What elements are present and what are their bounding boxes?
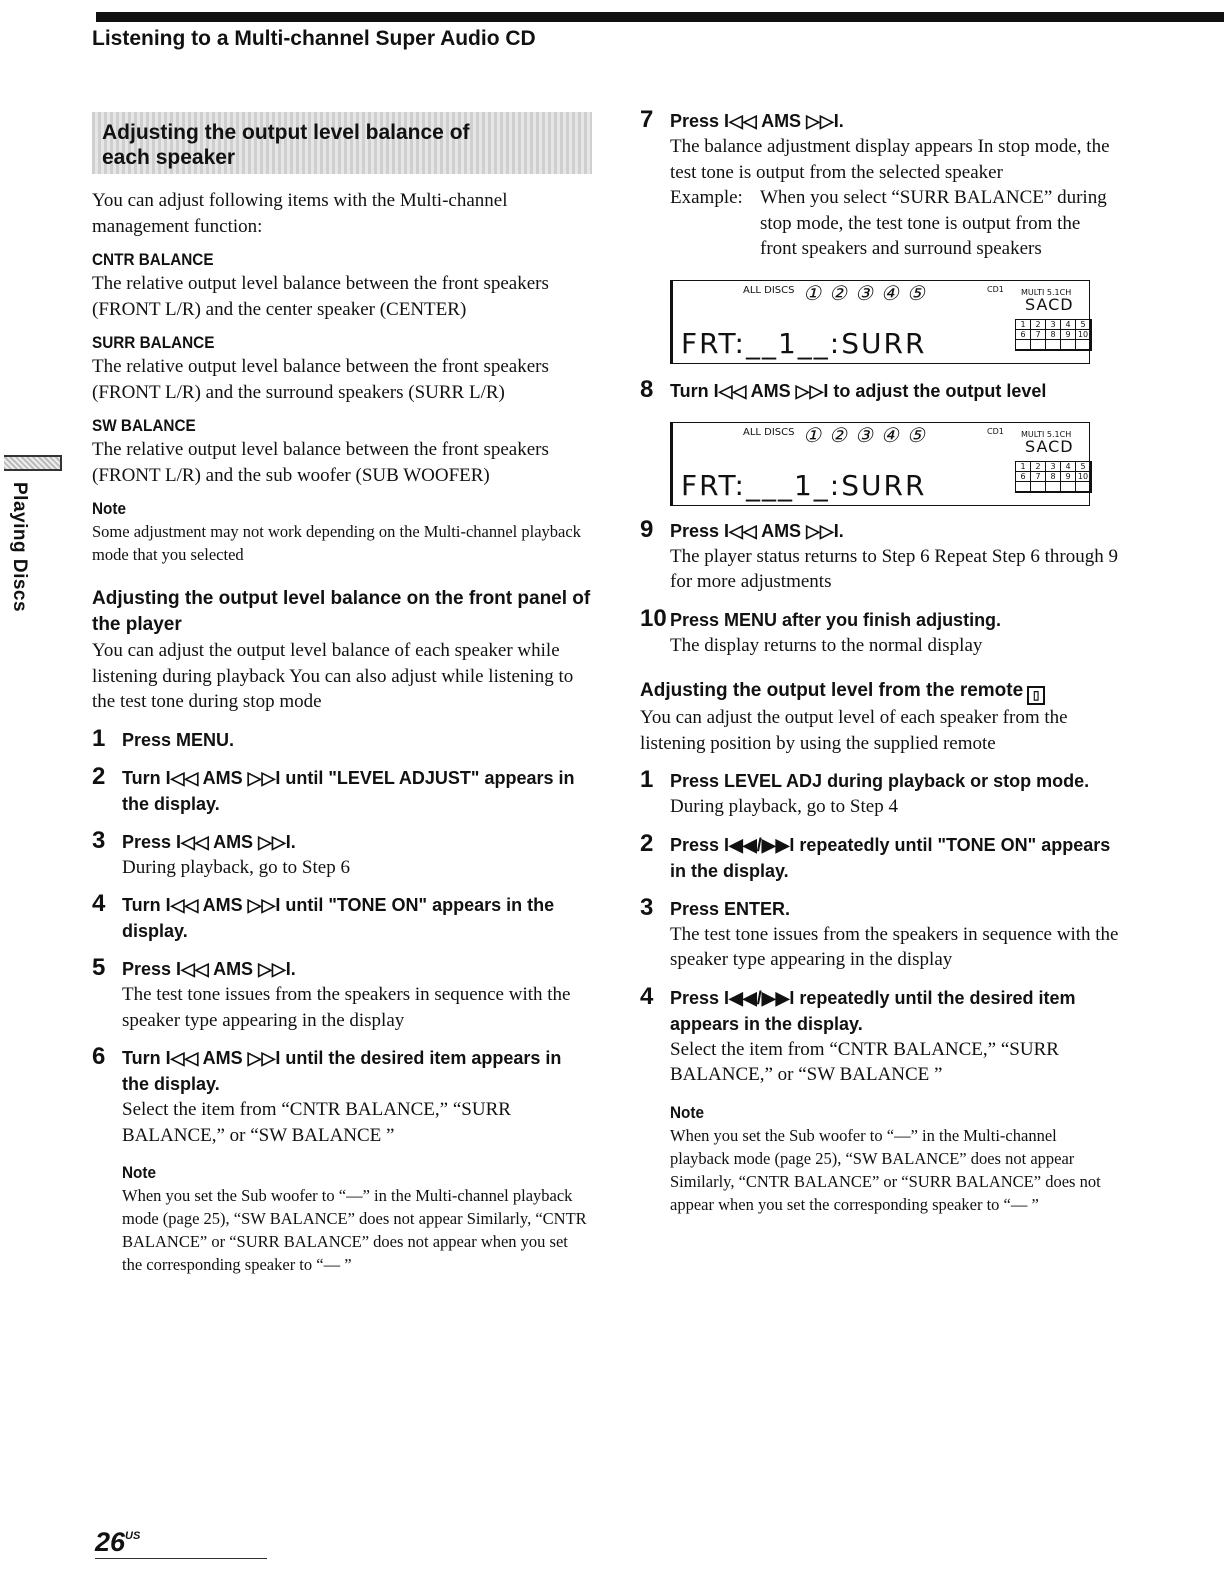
step-body: Select the item from “CNTR BALANCE,” “SURR BALANCE,” or “SW BALANCE ” <box>122 1099 511 1146</box>
lcd-all-discs: ALL DISCS <box>743 284 795 296</box>
step-item <box>92 956 592 1033</box>
note-label: Note <box>122 1163 157 1182</box>
lcd-grid-cell: 7 <box>1031 330 1046 340</box>
left-column <box>92 112 592 1276</box>
note-label: Note <box>92 499 127 518</box>
step-item <box>640 515 1120 595</box>
lcd-sacd: SACD <box>1025 436 1074 456</box>
step-item <box>640 108 1120 364</box>
lcd-grid-cell: 8 <box>1046 472 1061 482</box>
desc-sw-balance: The relative output level balance between the front speakers (FRONT L/R) and the sub woofer (SUB WOOFER) <box>92 439 549 486</box>
step-instruction: Press I◁◁ AMS ▷▷I. <box>122 959 296 979</box>
desc-surr-balance: The relative output level balance between the front speakers (FRONT L/R) and the surround speakers (SURR L/R) <box>92 356 549 403</box>
step-item <box>92 762 592 817</box>
remote-heading <box>640 678 1120 705</box>
page-header: Listening to a Multi-channel Super Audio CD <box>92 27 536 50</box>
step-instruction: Press ENTER. <box>670 898 791 919</box>
step-number: 10 <box>640 604 667 632</box>
lcd-grid-cell <box>1046 340 1061 350</box>
lcd-main-text: FRT:__1__:SURR <box>681 326 927 360</box>
lcd-multi: MULTI 5.1CH <box>1021 429 1072 439</box>
step-item <box>640 604 1120 659</box>
lcd-grid-cell: 1 <box>1016 320 1031 330</box>
lcd-grid-cell <box>1061 340 1076 350</box>
step-item <box>640 829 1120 884</box>
step-body: The test tone issues from the speakers in sequence with the speaker type appearing in the display <box>670 923 1119 970</box>
step-instruction: Turn I◁◁ AMS ▷▷I to adjust the output level <box>670 380 1047 401</box>
example-text: When you select “SURR BALANCE” during stop mode, the test tone is output from the front speakers and surround speakers <box>760 187 1107 259</box>
step-instruction: Press MENU. <box>122 729 235 750</box>
desc-cntr-balance: The relative output level balance between the front speakers (FRONT L/R) and the center speaker (CENTER) <box>92 273 549 320</box>
lcd-grid-cell <box>1076 482 1091 492</box>
lcd-grid-cell <box>1031 482 1046 492</box>
footer-rule <box>95 1558 267 1559</box>
lcd-grid-cell: 3 <box>1046 462 1061 472</box>
step-instruction: Press I◀◀/▶▶I repeatedly until "TONE ON" appears in the display. <box>670 834 1111 881</box>
side-tab-marker <box>4 455 62 471</box>
step-number: 8 <box>640 375 654 403</box>
step-instruction: Press I◁◁ AMS ▷▷I. <box>670 520 844 541</box>
note-text: Some adjustment may not work depending on the Multi-channel playback mode that you selected <box>92 522 581 564</box>
step-body: During playback, go to Step 6 <box>122 856 350 878</box>
lcd-grid-cell: 7 <box>1031 472 1046 482</box>
step-instruction: Turn I◁◁ AMS ▷▷I until "LEVEL ADJUST" appears in the display. <box>122 767 575 814</box>
step-number: 1 <box>92 724 106 752</box>
step-number: 7 <box>640 106 654 133</box>
remote-icon: ▯ <box>1027 686 1045 705</box>
lcd-grid-cell: 2 <box>1031 462 1046 472</box>
front-panel-intro: You can adjust the output level balance of each speaker while listening during playback You can also adjust while listening to the test tone during stop mode <box>92 640 574 712</box>
step-number: 3 <box>92 826 106 854</box>
right-column <box>640 108 1120 1216</box>
lcd-cd1: CD1 <box>987 284 1004 294</box>
lcd-disc-numbers: ①②③④⑤ <box>803 280 933 305</box>
step-number: 5 <box>92 954 106 981</box>
lcd-grid-cell: 9 <box>1061 330 1076 340</box>
lcd-grid-cell: 1 <box>1016 462 1031 472</box>
term-cntr-balance: CNTR BALANCE <box>92 250 214 269</box>
note-text: When you set the Sub woofer to “—” in the Multi-channel playback mode (page 25), “SW BALANCE” does not appear Similarly, “CNTR BALANCE” or “SURR BALANCE” does not appear when you set the corresponding speaker to “— ” <box>122 1186 587 1274</box>
page-number-suffix: US <box>125 1530 141 1542</box>
lcd-grid-cell: 3 <box>1046 320 1061 330</box>
step-number: 9 <box>640 515 654 543</box>
step-number: 1 <box>640 766 654 793</box>
step-body: The balance adjustment display appears In stop mode, the test tone is output from the selected speaker <box>670 136 1110 183</box>
lcd-grid-cell <box>1046 482 1061 492</box>
lcd-display <box>670 280 1090 364</box>
step-instruction: Press I◀◀/▶▶I repeatedly until the desired item appears in the display. <box>670 987 1076 1034</box>
section-title: Adjusting the output level balance of each speaker <box>92 112 592 174</box>
lcd-grid-cell: 5 <box>1076 462 1091 472</box>
step-number: 4 <box>640 982 654 1010</box>
step-item <box>92 1045 592 1276</box>
step-item <box>92 892 592 944</box>
page-number-value: 26 <box>95 1527 126 1557</box>
lcd-grid-cell: 6 <box>1016 330 1031 340</box>
note-text: When you set the Sub woofer to “—” in the Multi-channel playback mode (page 25), “SW BALANCE” does not appear Similarly, “CNTR BALANCE” or “SURR BALANCE” does not appear when you set the corresponding speaker to “— ” <box>670 1125 1101 1214</box>
step-body: The player status returns to Step 6 Repeat Step 6 through 9 for more adjustments <box>670 545 1118 592</box>
step-item <box>640 375 1120 506</box>
section-intro: You can adjust following items with the Multi-channel management function: <box>92 190 508 237</box>
step-item <box>640 768 1120 820</box>
step-item <box>640 893 1120 973</box>
step-instruction: Press I◁◁ AMS ▷▷I. <box>670 111 844 131</box>
step-number: 3 <box>640 893 654 921</box>
note-label: Note <box>670 1102 705 1122</box>
lcd-grid-cell <box>1061 482 1076 492</box>
step-item <box>92 724 592 753</box>
step-instruction: Press LEVEL ADJ during playback or stop mode. <box>670 771 1090 791</box>
lcd-track-grid <box>1015 319 1092 351</box>
lcd-grid-cell: 9 <box>1061 472 1076 482</box>
example <box>670 185 1120 262</box>
lcd-grid-cell: 4 <box>1061 462 1076 472</box>
step-item <box>92 826 592 881</box>
step-number: 2 <box>640 829 654 857</box>
lcd-grid-cell <box>1076 340 1091 350</box>
lcd-grid-cell: 6 <box>1016 472 1031 482</box>
step-instruction: Press MENU after you finish adjusting. <box>670 609 1002 630</box>
step-number: 2 <box>92 762 106 790</box>
step-instruction: Turn I◁◁ AMS ▷▷I until "TONE ON" appears in the display. <box>122 895 555 941</box>
step-instruction: Turn I◁◁ AMS ▷▷I until the desired item appears in the display. <box>122 1048 562 1094</box>
front-panel-heading: Adjusting the output level balance on the front panel of the player <box>92 588 591 635</box>
side-tab-label: Playing Discs <box>9 482 30 613</box>
lcd-all-discs: ALL DISCS <box>743 426 795 438</box>
page-number <box>95 1527 140 1558</box>
term-sw-balance: SW BALANCE <box>92 416 196 435</box>
lcd-main-text: FRT:___1_:SURR <box>681 468 927 502</box>
step-body: The test tone issues from the speakers in sequence with the speaker type appearing in the display <box>122 984 571 1031</box>
lcd-grid-cell: 5 <box>1076 320 1091 330</box>
lcd-grid-cell: 10 <box>1076 472 1091 482</box>
lcd-grid-cell: 8 <box>1046 330 1061 340</box>
lcd-multi: MULTI 5.1CH <box>1021 287 1072 297</box>
lcd-grid-cell <box>1016 482 1031 492</box>
lcd-grid-cell: 10 <box>1076 330 1091 340</box>
lcd-grid-cell: 2 <box>1031 320 1046 330</box>
lcd-grid-cell <box>1031 340 1046 350</box>
step-body: Select the item from “CNTR BALANCE,” “SURR BALANCE,” or “SW BALANCE ” <box>670 1038 1059 1085</box>
lcd-cd1: CD1 <box>987 426 1004 436</box>
lcd-disc-numbers: ①②③④⑤ <box>803 422 933 447</box>
step-instruction: Press I◁◁ AMS ▷▷I. <box>122 831 296 852</box>
step-number: 4 <box>92 890 106 917</box>
remote-intro: You can adjust the output level of each speaker from the listening position by using the supplied remote <box>640 707 1068 754</box>
step-number: 6 <box>92 1043 106 1070</box>
lcd-display <box>670 422 1090 506</box>
step-item <box>640 982 1120 1216</box>
step-body: During playback, go to Step 4 <box>670 796 898 817</box>
lcd-sacd: SACD <box>1025 294 1074 314</box>
lcd-track-grid <box>1015 461 1092 493</box>
lcd-grid-cell <box>1016 340 1031 350</box>
example-label: Example: <box>670 187 743 208</box>
remote-heading-text: Adjusting the output level from the remote <box>640 680 1024 701</box>
step-body: The display returns to the normal display <box>670 634 983 656</box>
header-rule <box>96 12 1224 22</box>
term-surr-balance: SURR BALANCE <box>92 333 215 352</box>
lcd-grid-cell: 4 <box>1061 320 1076 330</box>
